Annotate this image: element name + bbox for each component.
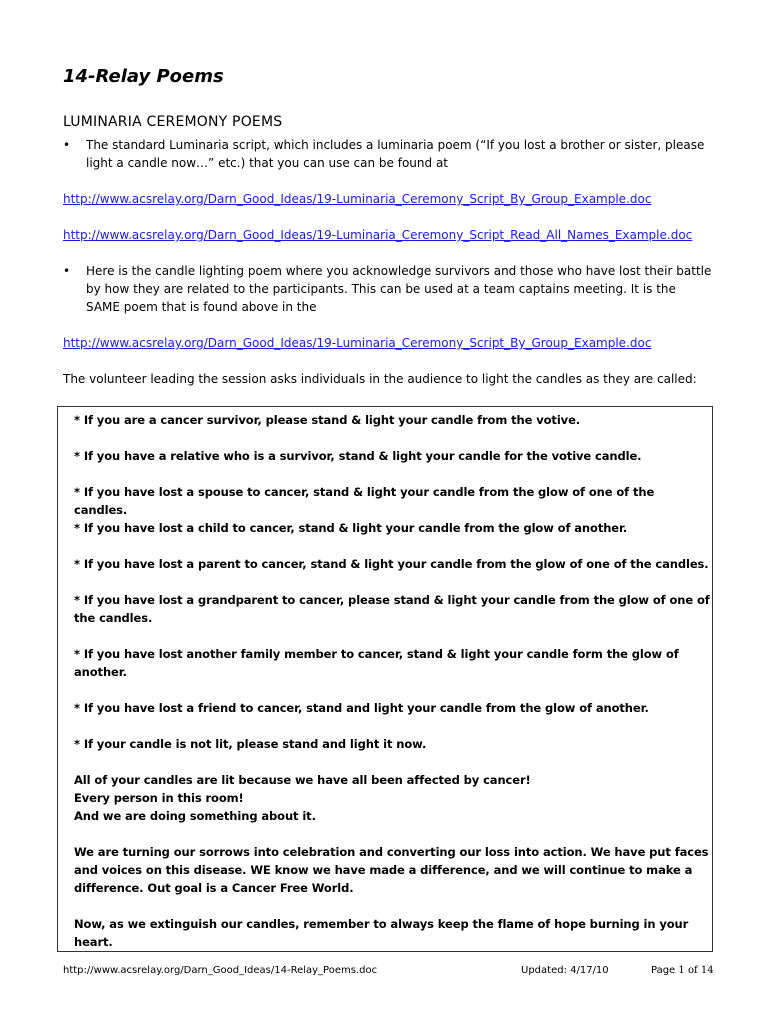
poem-line: * If you have a relative who is a survivor, stand & light your candle for the votive candle. [74, 449, 642, 463]
poem-line: All of your candles are lit because we have all been affected by cancer! [74, 773, 531, 787]
footer-page-label: Page [651, 965, 676, 976]
poem-line: * If you have lost another family member to cancer, stand & light your candle form the glow of another. [74, 647, 679, 679]
link-luminaria-script-by-group[interactable]: http://www.acsrelay.org/Darn_Good_Ideas/19-Luminaria_Ceremony_Script_By_Group_Example.doc [63, 336, 652, 350]
footer-page-number: 1 of 14 [678, 965, 714, 976]
document-title: 14-Relay Poems [63, 66, 224, 87]
bullet-item [63, 262, 713, 316]
footer-updated: Updated: 4/17/10 [521, 965, 609, 976]
footer-url: http://www.acsrelay.org/Darn_Good_Ideas/14-Relay_Poems.doc [63, 965, 378, 976]
link-luminaria-script-by-group[interactable]: http://www.acsrelay.org/Darn_Good_Ideas/19-Luminaria_Ceremony_Script_By_Group_Example.doc [63, 192, 652, 206]
poem-line: * If you have lost a friend to cancer, stand and light your candle from the glow of another. [74, 701, 649, 715]
poem-line: * If you are a cancer survivor, please stand & light your candle from the votive. [74, 413, 581, 427]
bullet-marker: • [63, 264, 71, 278]
link-luminaria-script-read-all-names[interactable]: http://www.acsrelay.org/Darn_Good_Ideas/19-Luminaria_Ceremony_Script_Read_All_Names_Example.doc [63, 228, 693, 242]
poem-line: And we are doing something about it. [74, 809, 316, 823]
footer-page [651, 964, 714, 978]
bullet-text: Here is the candle lighting poem where you acknowledge survivors and those who have lost their battle by how they are related to the participants. This can be used at a team captains meeting. It is the SAME poem that is found above in the [86, 264, 712, 314]
poem-line: * If you have lost a parent to cancer, stand & light your candle from the glow of one of the candles. [74, 557, 709, 571]
poem-line: Every person in this room! [74, 791, 244, 805]
poem-box [57, 406, 713, 952]
section-heading: LUMINARIA CEREMONY POEMS [63, 114, 283, 130]
bullet-marker: • [63, 138, 71, 152]
bullet-text: The standard Luminaria script, which includes a luminaria poem (“If you lost a brother or sister, please light a candle now…” etc.) that you can use can be found at [86, 138, 705, 170]
poem-line: * If your candle is not lit, please stand and light it now. [74, 737, 427, 751]
poem-line: We are turning our sorrows into celebration and converting our loss into action. We have put faces and voices on this disease. WE know we have made a difference, and we will continue to make a difference. Out goal is a Cancer Free World. [74, 845, 709, 895]
intro-paragraph: The volunteer leading the session asks individuals in the audience to light the candles as they are called: [63, 372, 697, 386]
poem-line: * If you have lost a grandparent to cancer, please stand & light your candle from the glow of one of the candles. [74, 593, 710, 625]
poem-line: * If you have lost a child to cancer, stand & light your candle from the glow of another. [74, 521, 628, 535]
poem-line: Now, as we extinguish our candles, remember to always keep the flame of hope burning in your heart. [74, 917, 689, 949]
bullet-item [63, 136, 713, 172]
poem-line: * If you have lost a spouse to cancer, stand & light your candle from the glow of one of the candles. [74, 485, 655, 517]
